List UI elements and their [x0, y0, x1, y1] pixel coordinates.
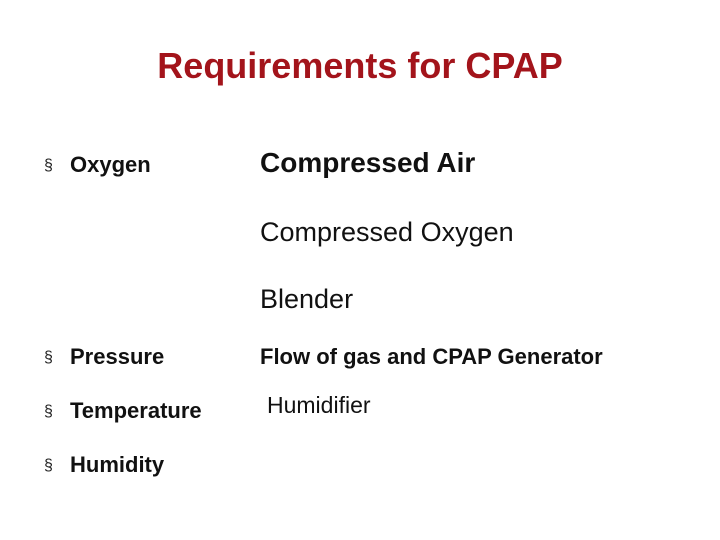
slide-title: Requirements for CPAP	[157, 45, 563, 86]
bullet-label: Temperature	[70, 398, 202, 423]
detail-humidifier: Humidifier	[267, 392, 371, 418]
section-sign-bullet-icon: §	[44, 156, 53, 174]
detail-compressed-air: Compressed Air	[260, 147, 476, 178]
bullet-item-humidity	[44, 452, 164, 478]
section-sign-bullet-icon: §	[44, 348, 53, 366]
detail-flow-and-generator: Flow of gas and CPAP Generator	[260, 344, 603, 369]
bullet-item-temperature	[44, 398, 202, 424]
bullet-label: Humidity	[70, 452, 165, 477]
bullet-item-pressure	[44, 344, 164, 370]
bullet-item-oxygen	[44, 152, 151, 178]
detail-blender: Blender	[260, 284, 354, 314]
section-sign-bullet-icon: §	[44, 456, 53, 474]
section-sign-bullet-icon: §	[44, 402, 53, 420]
bullet-label: Oxygen	[70, 152, 151, 177]
bullet-label: Pressure	[70, 344, 165, 369]
detail-compressed-oxygen: Compressed Oxygen	[260, 217, 514, 247]
